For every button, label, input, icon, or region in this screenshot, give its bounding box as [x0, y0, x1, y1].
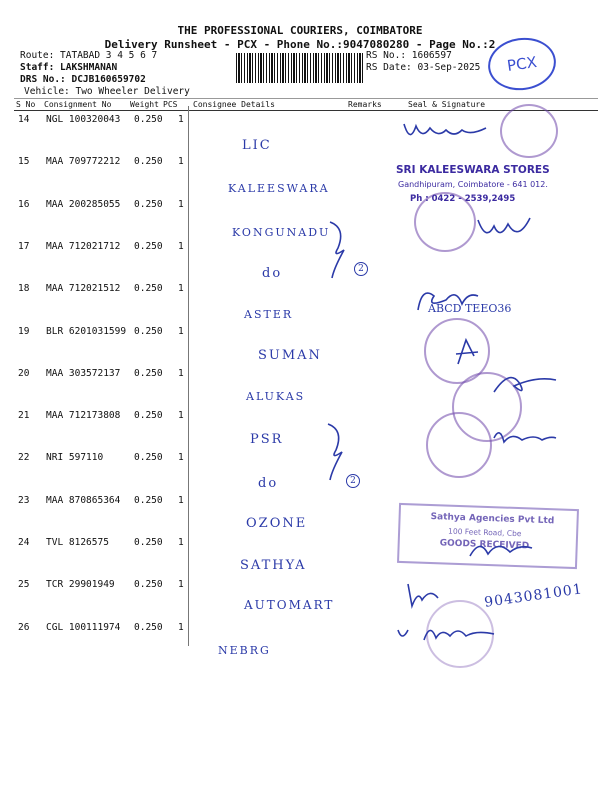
row-sno: 24: [18, 537, 30, 548]
row-weight: 0.250: [134, 114, 163, 125]
handwritten-name: PSR: [250, 432, 284, 447]
signature: [404, 580, 444, 610]
sathya-stamp-address: 100 Feet Road, Cbe: [447, 526, 522, 539]
row-sno: 22: [18, 452, 30, 464]
row-consignment-no: MAA 870865364: [46, 494, 121, 506]
col-sno: S No: [16, 100, 36, 109]
route-text: Route: TATABAD 3 4 5 6 7: [20, 50, 158, 61]
row-weight: 0.250: [134, 283, 163, 295]
row-pcs: 1: [178, 283, 184, 295]
col-consignee: Consignee Details: [193, 100, 275, 109]
row-sno: 26: [18, 621, 30, 633]
col-remarks: Remarks: [348, 100, 382, 109]
row-weight: 0.250: [134, 156, 163, 168]
runsheet-title: Delivery Runsheet - PCX - Phone No.:9047080280 - Page No.:2: [104, 38, 496, 51]
row-pcs: 1: [178, 240, 184, 252]
row-consignment-no: MAA 712021512: [46, 283, 121, 295]
rs-date: RS Date: 03-Sep-2025: [366, 62, 481, 73]
table-row: [0, 622, 600, 664]
row-pcs: 1: [178, 198, 184, 210]
row-pcs: 1: [178, 114, 184, 125]
circled-2-mark: 2: [354, 262, 368, 276]
row-sno: 21: [18, 410, 30, 422]
store-stamp-phone: Ph : 0422 - 2539,2495: [410, 194, 516, 204]
pcx-stamp: PCX: [485, 34, 560, 95]
row-weight: 0.250: [134, 367, 163, 379]
handwritten-name: ASTER: [244, 308, 294, 321]
row-consignment-no: TCR 29901949: [46, 579, 115, 591]
barcode: [236, 53, 364, 83]
row-sno: 20: [18, 367, 30, 379]
row-consignment-no: NGL 100320043: [46, 114, 121, 125]
row-consignment-no: CGL 100111974: [46, 621, 121, 633]
rs-number: RS No.: 1606597: [366, 50, 452, 61]
row-sno: 14: [18, 114, 30, 125]
company-title: THE PROFESSIONAL COURIERS, COIMBATORE: [177, 24, 423, 37]
row-pcs: 1: [178, 494, 184, 506]
row-sno: 19: [18, 325, 30, 337]
row-consignment-no: MAA 200285055: [46, 198, 121, 210]
handwritten-name: NEBRG: [218, 644, 271, 657]
store-stamp-name: SRI KALEESWARA STORES: [396, 164, 550, 176]
signature: [466, 536, 536, 564]
goods-received-text: GOODS RECEIVED: [439, 538, 530, 552]
row-pcs: 1: [178, 621, 184, 633]
drs-number: DRS No.: DCJB160659702: [20, 74, 146, 85]
row-sno: 16: [18, 198, 30, 210]
row-weight: 0.250: [134, 494, 163, 506]
handwritten-name: KONGUNADU: [232, 226, 331, 239]
row-weight: 0.250: [134, 325, 163, 337]
row-consignment-no: MAA 712173808: [46, 410, 121, 422]
row-pcs: 1: [178, 537, 184, 548]
col-weight: Weight: [130, 100, 159, 109]
sathya-stamp-name: Sathya Agencies Pvt Ltd: [430, 511, 555, 527]
row-weight: 0.250: [134, 621, 163, 633]
row-consignment-no: MAA 709772212: [46, 156, 121, 168]
row-pcs: 1: [178, 367, 184, 379]
row-pcs: 1: [178, 410, 184, 422]
signature: [490, 366, 560, 400]
staff-text: Staff: LAKSHMANAN: [20, 62, 118, 73]
row-sno: 23: [18, 494, 30, 506]
store-stamp-address: Gandhipuram, Coimbatore - 641 012.: [398, 180, 548, 189]
row-weight: 0.250: [134, 410, 163, 422]
seal-stamp: [426, 412, 492, 478]
row-sno: 18: [18, 283, 30, 295]
row-consignment-no: BLR 6201031599: [46, 325, 127, 337]
row-sno: 25: [18, 579, 30, 591]
signature: [394, 620, 504, 648]
handwritten-name: KALEESWARA: [228, 182, 330, 195]
row-sno: 15: [18, 156, 30, 168]
row-weight: 0.250: [134, 198, 163, 210]
handwritten-name: LIC: [242, 138, 272, 153]
col-consignment: Consignment No: [44, 100, 112, 109]
circled-2-mark: 2: [346, 474, 360, 488]
signature: [474, 212, 534, 248]
row-consignment-no: NRI 597110: [46, 452, 104, 464]
row-sno: 17: [18, 240, 30, 252]
row-pcs: 1: [178, 325, 184, 337]
handwritten-name: do: [258, 476, 279, 491]
handwritten-name: SUMAN: [258, 348, 322, 363]
row-weight: 0.250: [134, 537, 163, 548]
handwritten-phone: 9043081001: [483, 581, 584, 611]
header-top-divider: [14, 98, 598, 99]
vehicle-text: Vehicle: Two Wheeler Delivery: [24, 86, 190, 97]
handwritten-remark: ABCD TEEO36: [428, 302, 512, 315]
handwritten-name: ALUKAS: [246, 390, 306, 403]
handwritten-name: OZONE: [246, 516, 308, 531]
col-pcs: PCS: [163, 100, 178, 109]
signature: [400, 118, 490, 146]
row-pcs: 1: [178, 156, 184, 168]
row-consignment-no: MAA 712021712: [46, 240, 121, 252]
signature: [452, 334, 482, 368]
row-weight: 0.250: [134, 579, 163, 591]
seal-stamp: [500, 104, 558, 158]
row-weight: 0.250: [134, 240, 163, 252]
row-pcs: 1: [178, 579, 184, 591]
table-row: [0, 452, 600, 494]
handwritten-name: AUTOMART: [244, 598, 335, 612]
row-weight: 0.250: [134, 452, 163, 464]
row-pcs: 1: [178, 452, 184, 464]
row-consignment-no: TVL 8126575: [46, 537, 109, 548]
col-seal: Seal & Signature: [408, 100, 486, 109]
handwritten-name: SATHYA: [240, 558, 307, 573]
row-consignment-no: MAA 303572137: [46, 367, 121, 379]
signature: [490, 424, 560, 450]
handwritten-name: do: [262, 266, 283, 281]
